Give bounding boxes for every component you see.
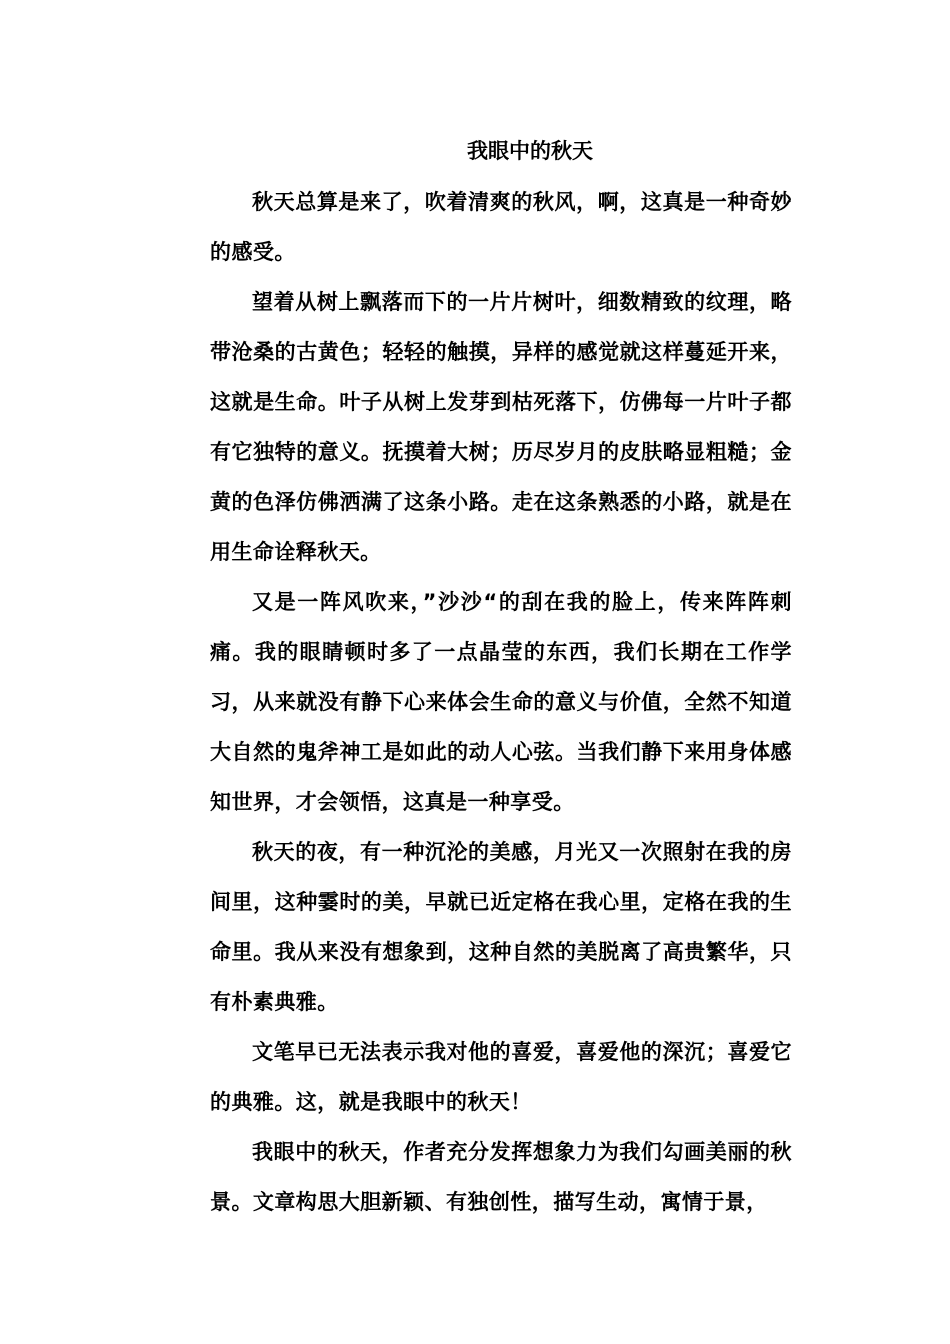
paragraph: 又是一阵风吹来，”沙沙“的刮在我的脸上，传来阵阵刺痛。我的眼睛顿时多了一点晶莹的东西，我们长期在工作学习，从来就没有静下心来体会生命的意义与价值，全然不知道大自然的鬼斧神工是如此的动人心弦。当我们静下来用身体感知世界，才会领悟，这真是一种享受。 [210, 590, 792, 814]
document-body [210, 177, 792, 1227]
document-title: 我眼中的秋天 [467, 139, 593, 163]
paragraph: 秋天总算是来了，吹着清爽的秋风，啊，这真是一种奇妙的感受。 [210, 190, 792, 264]
paragraph: 望着从树上飘落而下的一片片树叶，细数精致的纹理，略带沧桑的古黄色；轻轻的触摸，异样的感觉就这样蔓延开来，这就是生命。叶子从树上发芽到枯死落下，仿佛每一片叶子都有它独特的意义。抚摸着大树；历尽岁月的皮肤略显粗糙；金黄的色泽仿佛洒满了这条小路。走在这条熟悉的小路，就是在用生命诠释秋天。 [210, 290, 792, 564]
paragraph: 我眼中的秋天，作者充分发挥想象力为我们勾画美丽的秋景。文章构思大胆新颖、有独创性，描写生动，寓情于景， [210, 1140, 792, 1214]
paragraph: 秋天的夜，有一种沉沦的美感，月光又一次照射在我的房间里，这种霎时的美，早就已近定格在我心里，定格在我的生命里。我从来没有想象到，这种自然的美脱离了高贵繁华，只有朴素典雅。 [210, 840, 792, 1014]
paragraph: 文笔早已无法表示我对他的喜爱，喜爱他的深沉；喜爱它的典雅。这，就是我眼中的秋天！ [210, 1040, 792, 1114]
